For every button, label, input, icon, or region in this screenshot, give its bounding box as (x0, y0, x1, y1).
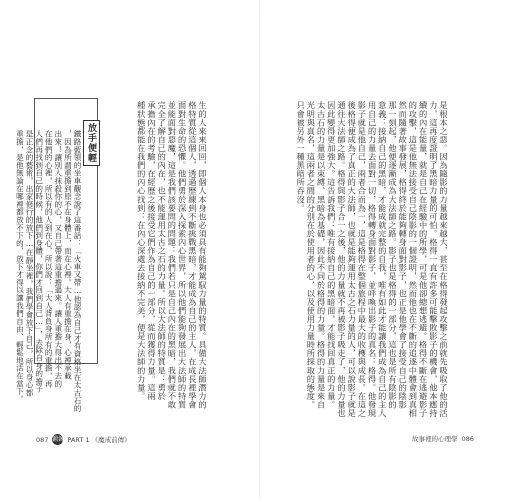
sidebar-text-line: 人們再找到自己的時候，他們到身體，你們才回到自己…」，去除自身的擔子 (34, 130, 44, 393)
body-text-line: 用自己的力量去面對一切，格得轉身面對影子，並呼喚出影子的真名：格得。他發現 (367, 101, 378, 418)
sidebar-box-text (15, 130, 82, 413)
body-text-line: 影子就是他自己，兩者合而為一，這是格得在整個旅程中最大的收穫與成長。在這之 (357, 101, 368, 418)
body-text-line: 意義：接納自己的黑暗，才能成就完整的自我，唯有如此才能讓我們成為自己的主人 (377, 101, 388, 418)
right-running-title: 故事裡的心理學 (412, 435, 458, 443)
right-page-number: 086 (461, 434, 474, 443)
body-text-line: 並能面對惡魔，這是我們該要問的問題：我們若只是自己內在的黑暗，我們就不敢 (167, 101, 178, 409)
body-text-line: 太古石的力量是以束縛、黑暗為基礎，因此不同於格得的力量。格得的力量是來自 (316, 101, 327, 409)
body-text-line: 續的內在能量，就是自己在經驗中的所學，可是他卻總想逃避。格得不斷在逃避影子 (418, 101, 429, 418)
left-part-label: PART 1 《魔戒前傳》 (67, 436, 131, 444)
left-body-text (134, 101, 208, 409)
body-text-line: 力，這再度證明了黑暗力量的可怕。格得一直有許多可能擊敗影子的機會，他本應持 (428, 101, 439, 418)
right-body-text (286, 101, 449, 418)
book-logo-icon: 鍛鍊 (52, 436, 65, 443)
body-text-line: 種狀態都能在我們的內心找到：在內心深處去接納不完美，便是大法師的力量。 (136, 101, 147, 401)
body-text-line: 的攻擊，這是他無法接受自己陰影的一個證明，然而他也在不斷的追逐中體會到真相 (408, 101, 419, 418)
sidebar-text-line: ，因為所謂重擔到原不在身體上，而在心裡。大人有重擔在身，心裡承載 (63, 130, 73, 380)
body-text-line: 格特質從這個人，透過歷練到不斷挑戰黑暗，才能成為自己的主人，在成長裡學會 (187, 101, 198, 409)
body-text-line: 那一刻起，他便逐漸成為大法師之路。影子也是格得的一部分，這也是所有陰影的 (387, 101, 398, 409)
body-text-line: 然而隨著故事發展，格得終於能夠轉身面對影子，也正是他學會了接受自己的陰影 (398, 101, 409, 409)
left-footer (36, 434, 131, 445)
sidebar-text-line: 是正念的藝術，出家修行的放下…在靜坐裡，我們學會放下自己，所以身心都 (25, 130, 35, 397)
sidebar-text-line: 重擔，是他無論在哪裡都放不下的，放下才得以讓我們自由、輕鬆地活在當下。 (15, 130, 25, 403)
body-text-line: 因此變得更加強大。這告訴我們：唯有接納自己的黑暗面，才能找回真正的力量。 (326, 101, 337, 409)
right-footer (412, 434, 474, 443)
page-gutter (259, 0, 260, 500)
body-text-line: 通往大法師之路。格得與影子合一之後，他的力量就不再被影子吸走了，他的力量也 (336, 101, 347, 418)
body-text-line: 只會被另外一種黑暗所吞沒。 (296, 101, 307, 213)
body-text-line: 承擔內在的考驗，在經歷之後接受它們作為自己的一部分，從而獲得力量。這兩 (146, 101, 157, 401)
sidebar-text-line: 鐵路藍領的坐車觀念說了這番話：「火車又帶…他認為自己才有資格坐在太古石的 (73, 130, 82, 413)
body-text-line: 光明與真名，這兩者之間的分別在於使用者的心，以及使用力量時所採取的態度。 (306, 101, 317, 409)
sidebar-box-title: 放手便輕 (83, 120, 100, 166)
body-text-line: 面對生命的恐懼。他們勇於深入探索內心世界，所以他們能夠發展出大法師的特質 (177, 101, 188, 409)
body-text-line: 完全了解自己的內在，也不能運用太古之石的力量。所以大法師的特質是：勇於 (157, 101, 168, 401)
body-text-line: 生的人來來回回，即個人本身也必須具有能夠駕馭力量的特質。具備大法師潛力的 (198, 101, 208, 409)
body-text-line: 是根本之惡。因為隨影的力量越來越大，甚至在格得發起攻擊之前就先吸取了他的活 (439, 101, 449, 418)
sidebar-text-line: 出來！讓別人抹殺你的心，又自己帶著這重擔過來。讓人重擔大得出不去的 (53, 130, 63, 388)
body-text-line: 後格得便成為了真正的大法師，也就是能夠運用太古之石力量的人，可以說影子就是 (347, 101, 358, 418)
left-page-number: 087 (36, 435, 49, 444)
sidebar-text-line: 在他們的心裡，所以有的人到在心，所以說：「大人背負身所有的重擔，再 (44, 130, 54, 388)
